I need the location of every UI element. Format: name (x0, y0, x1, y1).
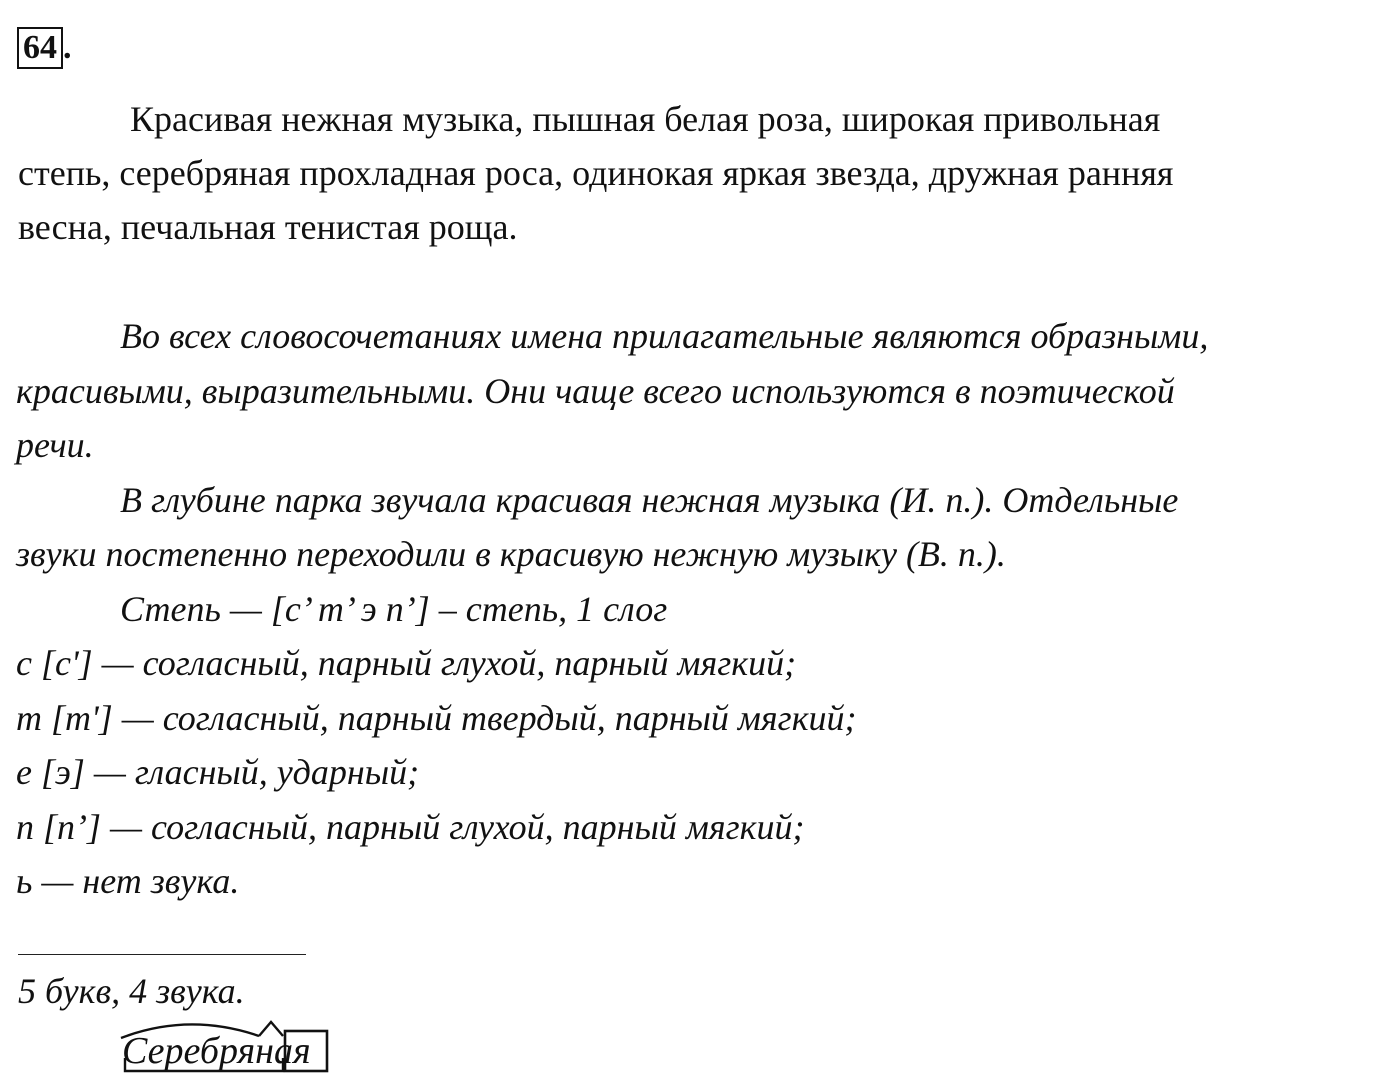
main-paragraph (18, 92, 1378, 254)
phonetic-line-e: е [э] — гласный, ударный; (16, 752, 420, 792)
analysis-line-4: В глубине парка звучала красивая нежная музыка (И. п.). Отдельные (120, 479, 1179, 520)
letter-sound-count: 5 букв, 4 звука. (18, 971, 245, 1011)
main-line-3: весна, печальная тенистая роща. (18, 207, 518, 247)
root-arc (121, 1024, 259, 1038)
phonetic-line-soft-sign: ь — нет звука. (16, 861, 240, 901)
phonetic-line-s: с [с'] — согласный, парный глухой, парный мягкий; (16, 643, 797, 683)
analysis-line-2: красивыми, выразительными. Они чаще всего используются в поэтической (16, 370, 1175, 411)
phonetic-header: Степь — [с’ т’ э п’] – степь, 1 слог (120, 588, 668, 629)
analysis-line-5: звуки постепенно переходили в красивую нежную музыку (В. п.). (16, 534, 1006, 574)
morphemic-analysis (119, 1016, 349, 1089)
main-line-2: степь, серебряная прохладная роса, одинокая яркая звезда, дружная ранняя (18, 153, 1174, 193)
task-number (17, 27, 72, 69)
analysis-line-3: речи. (16, 425, 94, 465)
task-number-box (17, 27, 63, 69)
suffix-caret (259, 1022, 283, 1036)
morphemic-word: Серебряная (122, 1030, 311, 1072)
task-number-dot: . (63, 29, 72, 66)
phonetic-line-t: т [т'] — согласный, парный твердый, парный мягкий; (16, 697, 857, 738)
analysis-block (16, 309, 1396, 909)
analysis-line-1: Во всех словосочетаниях имена прилагательные являются образными, (120, 316, 1209, 356)
task-number-value: 64 (23, 29, 57, 66)
stem-bracket (125, 1058, 283, 1071)
phonetic-line-p: п [п’] — согласный, парный глухой, парный мягкий; (16, 806, 805, 847)
main-line-1: Красивая нежная музыка, пышная белая роза, широкая привольная (130, 99, 1161, 139)
morpheme-marks (119, 1016, 349, 1089)
ending-box (285, 1031, 327, 1071)
separator-line (18, 954, 306, 955)
